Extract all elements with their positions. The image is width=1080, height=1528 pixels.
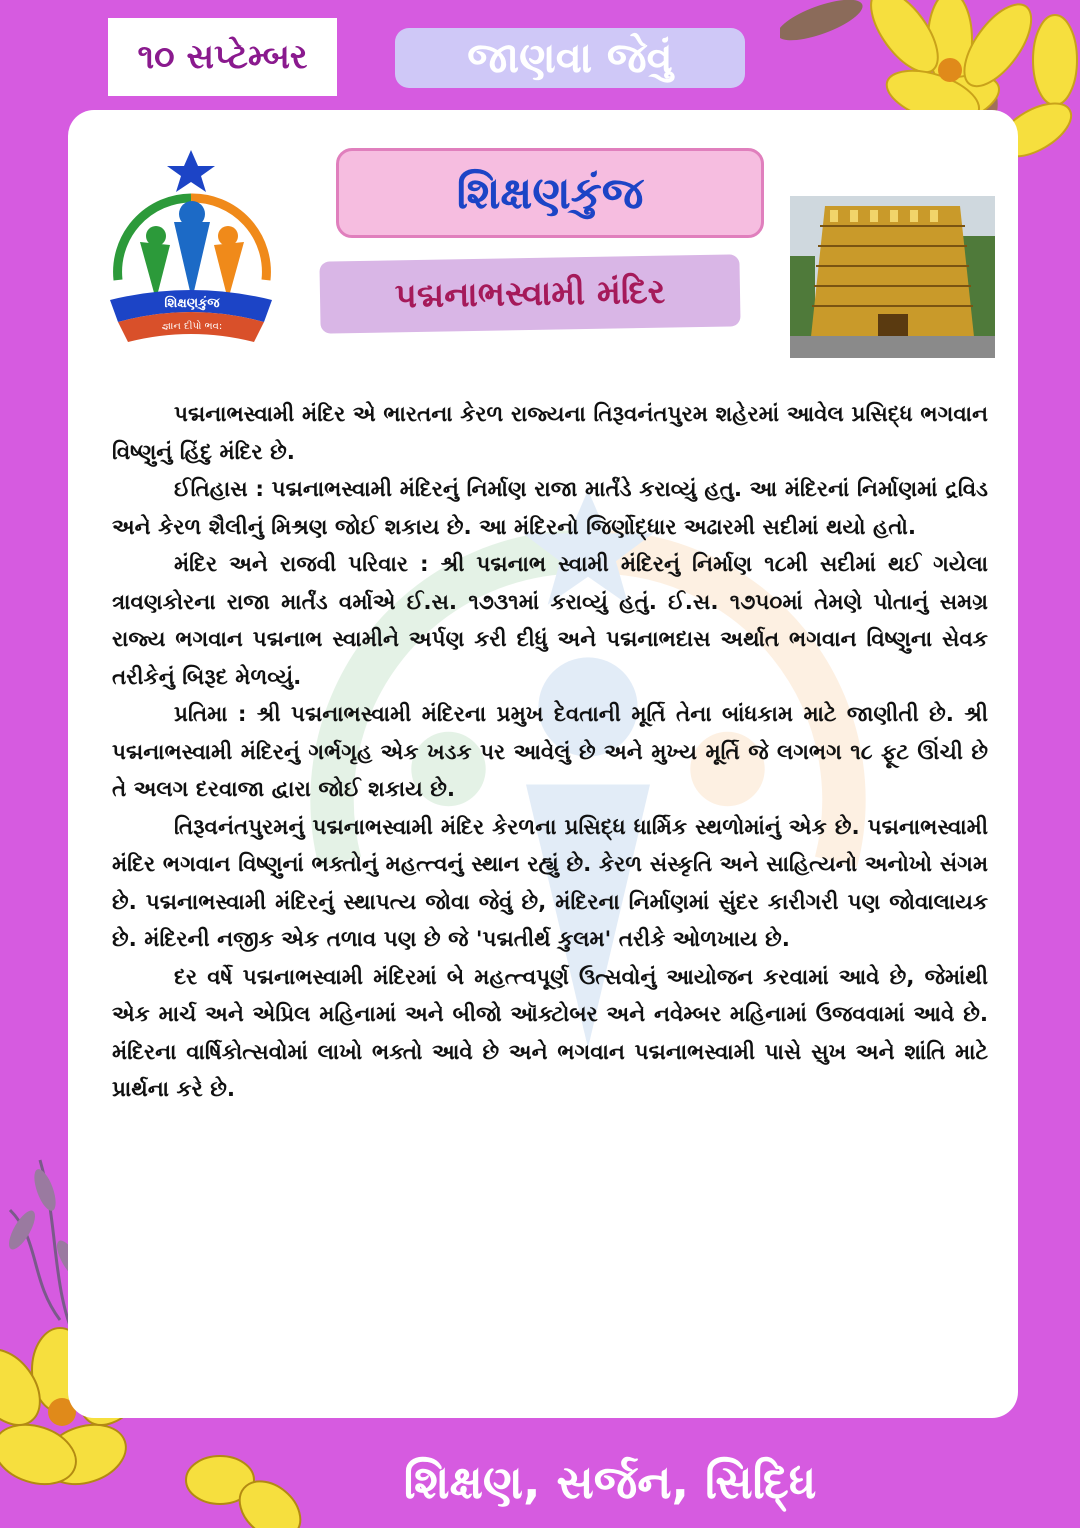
paragraph-royal-family: મંદિર અને રાજવી પરિવાર : શ્રી પદ્મનાભ સ્વામી મંદિરનું નિર્માણ ૧૮મી સદીમાં થઈ ગયેલા ત્રાવણકોરના રાજા માર્તંડ વર્માએ ઈ.સ. ૧૭૩૧માં કરાવ્યું હતું. ઈ.સ. ૧૭૫૦માં તેમણે પોતાનું સમગ્ર રાજ્ય ભગવાન પદ્મનાભ સ્વામીને અર્પણ કરી દીધું અને પદ્મનાભદાસ અર્થાત ભગવાન વિષ્ણુના સેવક તરીકેનું બિરૂદ મેળવ્યું. [112,552,988,690]
topic-title: પદ્મનાભસ્વામી મંદિર [319,254,740,333]
shikshankunj-logo-icon [104,150,279,350]
site-title: શિક્ષણકુંજ [336,148,764,238]
paragraph-festivals: દર વર્ષે પદ્મનાભસ્વામી મંદિરમાં બે મહત્ત્વપૂર્ણ ઉત્સવોનું આયોજન કરવામાં આવે છે, જેમાંથી એક માર્ચ અને એપ્રિલ મહિનામાં અને બીજો ઑક્ટોબર અને નવેમ્બર મહિનામાં ઉજવવામાં આવે છે. મંદિરના વાર્ષિકોત્સવોમાં લાખો ભક્તો આવે છે અને ભગવાન પદ્મનાભસ્વામી પાસે સુખ અને શાંતિ માટે પ્રાર્થના કરે છે. [112,964,988,1102]
logo-name-text: શિક્ષણકુંજ [164,296,220,311]
paragraph-intro: પદ્મનાભસ્વામી મંદિર એ ભારતના કેરળ રાજ્યના તિરૂવનંતપુરમ શહેરમાં આવેલ પ્રસિદ્ધ ભગવાન વિષ્ણુનું હિંદુ મંદિર છે. [112,402,988,465]
date-label: ૧૦ સપ્ટેમ્બર [108,18,337,96]
paragraph-history: ઈતિહાસ : પદ્મનાભસ્વામી મંદિરનું નિર્માણ રાજા માર્તંડે કરાવ્યું હતુ. આ મંદિરનાં નિર્માણમાં દ્રવિડ અને કેરળ શૈલીનું મિશ્રણ જોઈ શકાય છે. આ મંદિરનો જિર્ણોદ્ધાર અઢારમી સદીમાં થયો હતો. [112,477,988,540]
banner-title: જાણવા જેવું [395,28,745,88]
temple-photo [790,196,995,358]
logo-tagline-text: જ્ઞાન દીપો ભવ: [161,321,223,332]
paragraph-significance: તિરૂવનંતપુરમનું પદ્મનાભસ્વામી મંદિર કેરળના પ્રસિદ્ધ ધાર્મિક સ્થળોમાંનું એક છે. પદ્મનાભસ્વામી મંદિર ભગવાન વિષ્ણુનાં ભક્તોનું મહત્ત્વનું સ્થાન રહ્યું છે. કેરળ સંસ્કૃતિ અને સાહિત્યનો અનોખો સંગમ છે. પદ્મનાભસ્વામી મંદિરનું સ્થાપત્ય જોવા જેવું છે, મંદિરના નિર્માણમાં સુંદર કારીગરી પણ જોવાલાયક છે. મંદિરની નજીક એક તળાવ પણ છે જે 'પદ્મતીર્થ કુલમ' તરીકે ઓળખાય છે. [112,814,988,952]
footer-slogan: શિક્ષણ, સર્જન, સિદ્ધિ [403,1455,817,1509]
content-card [68,110,1018,1418]
paragraph-idol: પ્રતિમા : શ્રી પદ્મનાભસ્વામી મંદિરના પ્રમુખ દેવતાની મૂર્તિ તેના બાંધકામ માટે જાણીતી છે. શ્રી પદ્મનાભસ્વામી મંદિરનું ગર્ભગૃહ એક ખડક પર આવેલું છે અને મુખ્ય મૂર્તિ જે લગભગ ૧૮ ફૂટ ઊંચી છે તે અલગ દરવાજા દ્વારા જોઈ શકાય છે. [112,702,988,802]
article-body [112,396,988,1109]
